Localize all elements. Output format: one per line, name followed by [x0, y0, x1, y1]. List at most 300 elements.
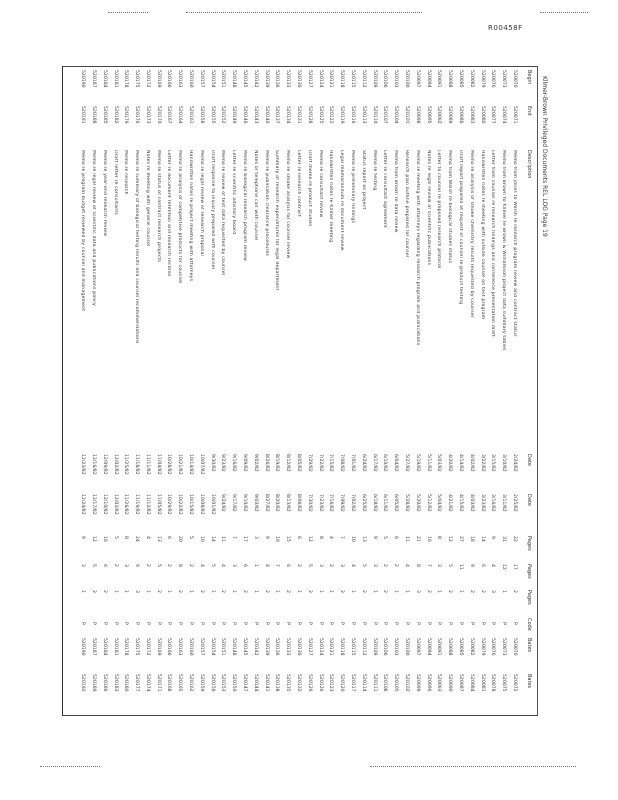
cell-code: 520113	[360, 106, 366, 124]
cell-s1: 520070	[512, 638, 517, 656]
cell-p3: 2	[101, 590, 107, 593]
cell-mk: P	[220, 622, 226, 625]
cell-p2: 5	[306, 564, 312, 567]
cell-date: 8/12/82	[285, 454, 291, 472]
cell-id: 520100	[404, 70, 410, 88]
cell-date: 12/16/82	[90, 454, 96, 475]
cell-p2: 6	[101, 564, 107, 567]
cell-p3: 1	[166, 590, 172, 593]
cell-p2: 4	[220, 564, 226, 567]
cell-s2: 520132	[296, 674, 302, 692]
table-row	[270, 66, 281, 714]
cell-date: 9/16/82	[231, 454, 237, 472]
cell-mk: P	[490, 622, 496, 625]
cell-d2: 11/26/82	[123, 494, 129, 515]
cell-p3: 1	[317, 590, 323, 593]
cell-desc: Summary of research expenditures for legal department	[274, 150, 280, 291]
cell-mk: P	[296, 622, 302, 625]
cell-mk: P	[123, 622, 129, 625]
cell-s1: 520190	[80, 638, 86, 656]
cell-date: 7/08/82	[339, 454, 345, 472]
cell-d2: 10/15/82	[188, 494, 194, 515]
cell-code: 520116	[350, 106, 356, 124]
cell-date: 11/04/82	[155, 454, 161, 475]
cell-p2: 2	[382, 564, 388, 567]
cell-s2: 520072	[512, 674, 517, 692]
cell-mk: P	[404, 622, 410, 625]
cell-id: 520133	[285, 70, 291, 88]
cell-s1: 520181	[112, 638, 118, 656]
cell-pg: 4	[328, 536, 334, 539]
cell-mk: P	[414, 622, 420, 625]
cell-p2: 17	[512, 564, 517, 570]
cell-date: 10/28/82	[166, 454, 172, 475]
cell-desc: Research plan outline prepared for counsel	[404, 150, 410, 258]
cell-mk: P	[479, 622, 485, 625]
cell-p3: 1	[350, 590, 356, 593]
cell-date: 12/02/82	[112, 454, 118, 475]
cell-pg: 7	[231, 536, 237, 539]
cell-s2: 520123	[328, 674, 334, 692]
cell-p2: 2	[328, 564, 334, 567]
cell-s2: 520162	[188, 674, 194, 692]
cell-p2: 5	[360, 564, 366, 567]
table-row	[496, 66, 507, 714]
cell-s1: 520115	[350, 638, 356, 656]
cell-p2: 9	[468, 564, 474, 567]
cell-s1: 520148	[231, 638, 237, 656]
cell-code: 520188	[90, 106, 96, 124]
cell-d2: 7/02/82	[350, 494, 356, 512]
cell-code: 520125	[317, 106, 323, 124]
cell-desc: Memo from Brown re data review	[393, 150, 399, 233]
cell-date: 11/11/82	[144, 454, 150, 475]
cell-mk: P	[393, 622, 399, 625]
table-row	[432, 66, 443, 714]
cell-code: 520182	[112, 106, 118, 124]
cell-s1: 520145	[242, 638, 248, 656]
scan-dots	[186, 12, 422, 13]
cell-desc: Memo re year-end research review	[101, 150, 107, 237]
cell-p2: 5	[209, 564, 215, 567]
cell-pg: 10	[198, 536, 204, 542]
cell-p3: 1	[112, 590, 118, 593]
cell-d2: 7/23/82	[317, 494, 323, 512]
cell-date: 6/10/82	[382, 454, 388, 472]
cell-code: 520140	[263, 106, 269, 124]
cell-d2: 10/01/82	[209, 494, 215, 515]
cell-pg: 13	[155, 536, 161, 542]
cell-id: 520160	[188, 70, 194, 88]
cell-code: 520146	[242, 106, 248, 124]
cell-s2: 520159	[198, 674, 204, 692]
cell-desc: Notes of telephone call with counsel	[252, 150, 258, 241]
table-row	[97, 66, 108, 714]
cell-p2: 3	[371, 564, 377, 567]
cell-d2: 3/11/82	[501, 494, 507, 512]
cell-mk: P	[339, 622, 345, 625]
cell-p3: 3	[134, 590, 140, 593]
cell-desc: Letter re consultant agreement	[382, 150, 388, 228]
cell-date: 12/23/82	[80, 454, 86, 475]
table-row	[173, 66, 184, 714]
table-row	[453, 66, 464, 714]
cell-id: 520184	[101, 70, 107, 88]
scan-dots	[540, 12, 588, 13]
cell-p3: 2	[382, 590, 388, 593]
cell-desc: Letter re document retention and research records	[166, 150, 172, 277]
cell-d2: 6/11/82	[382, 494, 388, 512]
cell-p3: 3	[414, 590, 420, 593]
cell-s1: 520166	[166, 638, 172, 656]
cell-id: 520091	[436, 70, 442, 88]
cell-s1: 520139	[263, 638, 269, 656]
cell-p2: 4	[490, 564, 496, 567]
cell-mk: P	[231, 622, 237, 625]
cell-d2: 6/25/82	[360, 494, 366, 512]
cell-s1: 520097	[414, 638, 420, 656]
cell-desc: Memo re analysis of competitive products for counsel	[177, 150, 183, 284]
cell-date: 3/15/82	[490, 454, 496, 472]
cell-d2: 5/20/82	[414, 494, 420, 512]
cell-pg: 6	[166, 536, 172, 539]
scan-dots	[40, 766, 100, 767]
table-row	[151, 66, 162, 714]
table-row	[324, 66, 335, 714]
cell-pg: 14	[479, 536, 485, 542]
cell-s1: 520172	[144, 638, 150, 656]
cell-code: 520095	[425, 106, 431, 124]
cell-s1: 520169	[155, 638, 161, 656]
cell-date: 4/14/82	[458, 454, 464, 472]
table-row	[367, 66, 378, 714]
cell-desc: Memo re meeting with attorneys regarding research program and publications	[414, 150, 420, 346]
cell-date: 9/09/82	[242, 454, 248, 472]
cell-mk: P	[209, 622, 215, 625]
cell-p2: 7	[425, 564, 431, 567]
cell-s1: 520085	[458, 638, 464, 656]
cell-mk: P	[501, 622, 507, 625]
cell-s2: 520084	[468, 674, 474, 692]
column-header: Pages	[526, 536, 532, 551]
cell-code: 520173	[144, 106, 150, 124]
cell-s2: 520126	[317, 674, 323, 692]
cell-s2: 520177	[134, 674, 140, 692]
cell-p3: 2	[512, 590, 517, 593]
cell-pg: 16	[425, 536, 431, 542]
cell-s2: 520174	[144, 674, 150, 692]
cell-date: 4/02/82	[468, 454, 474, 472]
cell-date: 12/09/82	[101, 454, 107, 475]
cell-d2: 8/06/82	[296, 494, 302, 512]
cell-p3: 2	[285, 590, 291, 593]
cell-s2: 520183	[112, 674, 118, 692]
cell-code: 520152	[220, 106, 226, 124]
cell-d2: 9/24/82	[220, 494, 226, 512]
cell-desc: Memo re legal review of research proposal	[198, 150, 204, 256]
cell-date: 3/22/82	[479, 454, 485, 472]
cell-pg: 24	[134, 536, 140, 542]
cell-date: 11/25/82	[123, 454, 129, 475]
table-row	[75, 66, 86, 714]
cell-s2: 520156	[209, 674, 215, 692]
cell-p3: 2	[479, 590, 485, 593]
cell-s1: 520109	[371, 638, 377, 656]
cell-date: 6/04/82	[393, 454, 399, 472]
cell-desc: Legal memorandum re document review	[339, 150, 345, 251]
cell-pg: 12	[306, 536, 312, 542]
cell-s1: 520094	[425, 638, 431, 656]
cell-p3: 2	[90, 590, 96, 593]
cell-id: 520103	[393, 70, 399, 88]
cell-d2: 7/09/82	[339, 494, 345, 512]
cell-desc: Letter to counsel re proposed research protocol	[436, 150, 442, 269]
cell-pg: 12	[90, 536, 96, 542]
cell-mk: P	[155, 622, 161, 625]
cell-id: 520076	[490, 70, 496, 88]
cell-desc: Letter re research contract	[296, 150, 302, 217]
cell-d2: 10/29/82	[166, 494, 172, 515]
cell-code: 520134	[285, 106, 291, 124]
cell-mk: P	[371, 622, 377, 625]
cell-p2: 6	[242, 564, 248, 567]
cell-s1: 520076	[490, 638, 496, 656]
table-row	[410, 66, 421, 714]
column-header: Date	[526, 454, 532, 466]
cell-mk: P	[512, 622, 517, 625]
cell-d2: 9/17/82	[231, 494, 237, 512]
table-row	[194, 66, 205, 714]
cell-code: 520086	[458, 106, 464, 124]
cell-mk: P	[242, 622, 248, 625]
cell-s1: 520073	[501, 638, 507, 656]
cell-pg: 10	[350, 536, 356, 542]
cell-mk: P	[263, 622, 269, 625]
table-row	[108, 66, 119, 714]
cell-s2: 520150	[231, 674, 237, 692]
cell-desc: Draft response to inquiry prepared with counsel	[209, 150, 215, 270]
cell-s2: 520087	[458, 674, 464, 692]
document-page	[60, 60, 548, 716]
cell-s2: 520096	[425, 674, 431, 692]
cell-code: 520071	[512, 106, 517, 124]
cell-id: 520187	[90, 70, 96, 88]
cell-mk: P	[101, 622, 107, 625]
table-header	[520, 66, 534, 714]
cell-p2: 4	[404, 564, 410, 567]
cell-p2: 4	[350, 564, 356, 567]
rotated-table	[60, 66, 548, 714]
cell-date: 5/19/82	[414, 454, 420, 472]
table-row	[475, 66, 486, 714]
cell-d2: 12/24/82	[80, 494, 86, 515]
cell-p3: 2	[242, 590, 248, 593]
table-row	[507, 66, 518, 714]
cell-desc: Memo re status of contract research projects	[155, 150, 161, 263]
cell-mk: P	[382, 622, 388, 625]
table-row	[486, 66, 497, 714]
cell-pg: 9	[263, 536, 269, 539]
cell-pg: 4	[144, 536, 150, 539]
table-body	[75, 66, 518, 714]
cell-id: 520124	[317, 70, 323, 88]
cell-p3: 1	[371, 590, 377, 593]
cell-desc: Memo from Brown to Kllmer re Brown & Williamson project data summary tables	[501, 150, 507, 351]
cell-date: 5/11/82	[425, 454, 431, 472]
cell-p3: 1	[123, 590, 129, 593]
cell-code: 520083	[468, 106, 474, 124]
cell-code: 520122	[328, 106, 334, 124]
column-header: Pages	[526, 590, 532, 605]
cell-p3: 1	[144, 590, 150, 593]
cell-mk: P	[436, 622, 442, 625]
cell-desc: Memo re consultant review	[317, 150, 323, 218]
cell-p2: 2	[296, 564, 302, 567]
cell-mk: P	[274, 622, 280, 625]
cell-p2: 6	[285, 564, 291, 567]
table-row	[345, 66, 356, 714]
cell-s1: 520136	[274, 638, 280, 656]
cell-pg: 5	[112, 536, 118, 539]
cell-id: 520151	[220, 70, 226, 88]
cell-pg: 8	[123, 536, 129, 539]
cell-desc: Memo from Jones to Walsh re research program review and contract status	[512, 150, 517, 337]
cell-desc: Status report on project	[360, 150, 366, 210]
cell-p3: 2	[198, 590, 204, 593]
bates-number: R00458F	[488, 24, 523, 32]
cell-d2: 4/15/82	[458, 494, 464, 512]
cell-date: 8/05/82	[296, 454, 302, 472]
cell-p3: 1	[296, 590, 302, 593]
cell-code: 520137	[274, 106, 280, 124]
cell-p2: 2	[188, 564, 194, 567]
cell-date: 7/22/82	[317, 454, 323, 472]
cell-id: 520157	[198, 70, 204, 88]
column-header: Begin	[526, 70, 532, 85]
cell-pg: 15	[285, 536, 291, 542]
cell-desc: Memo re smoke analysis for counsel review	[285, 150, 291, 259]
column-header: Bates	[526, 674, 532, 689]
cell-p2: 7	[274, 564, 280, 567]
cell-code: 520080	[479, 106, 485, 124]
cell-s2: 520108	[382, 674, 388, 692]
cell-s2: 520129	[306, 674, 312, 692]
cell-id: 520109	[371, 70, 377, 88]
cell-desc: Memo from Walsh re biological studies status	[447, 150, 453, 264]
cell-p3: 1	[404, 590, 410, 593]
cell-d2: 9/03/82	[252, 494, 258, 512]
cell-s2: 520105	[393, 674, 399, 692]
scan-dots	[370, 766, 576, 767]
cell-mk: P	[112, 622, 118, 625]
cell-p2: 8	[414, 564, 420, 567]
cell-s1: 520121	[328, 638, 334, 656]
table-row	[162, 66, 173, 714]
cell-id: 520118	[339, 70, 345, 88]
cell-d2: 7/16/82	[328, 494, 334, 512]
cell-id: 520097	[414, 70, 420, 88]
cell-d2: 4/21/82	[447, 494, 453, 512]
cell-p2: 3	[436, 564, 442, 567]
cell-p2: 12	[501, 564, 507, 570]
cell-p2: 3	[317, 564, 323, 567]
cell-s2: 520078	[490, 674, 496, 692]
cell-p2: 5	[90, 564, 96, 567]
cell-s2: 520114	[360, 674, 366, 692]
cell-mk: P	[80, 622, 86, 625]
cell-pg: 31	[501, 536, 507, 542]
cell-p2: 6	[479, 564, 485, 567]
cell-p3: 2	[177, 590, 183, 593]
cell-date: 11/18/82	[134, 454, 140, 475]
cell-id: 520073	[501, 70, 507, 88]
cell-desc: Memo re preliminary findings	[350, 150, 356, 224]
cell-p3: 1	[252, 590, 258, 593]
cell-date: 2/24/82	[512, 454, 517, 472]
cell-s1: 520100	[404, 638, 410, 656]
cell-id: 520166	[166, 70, 172, 88]
cell-s2: 520147	[242, 674, 248, 692]
cell-pg: 12	[447, 536, 453, 542]
cell-d2: 6/05/82	[393, 494, 399, 512]
cell-mk: P	[144, 622, 150, 625]
cell-id: 520154	[209, 70, 215, 88]
cell-d2: 11/05/82	[155, 494, 161, 515]
cell-pg: 5	[382, 536, 388, 539]
cell-d2: 3/23/82	[479, 494, 485, 512]
cell-code: 520107	[382, 106, 388, 124]
table-row	[86, 66, 97, 714]
cell-code: 520155	[209, 106, 215, 124]
cell-id: 520085	[458, 70, 464, 88]
cell-desc: Draft memo re product studies	[306, 150, 312, 227]
table-row	[356, 66, 367, 714]
cell-code: 520104	[393, 106, 399, 124]
cell-s1: 520079	[479, 638, 485, 656]
cell-id: 520172	[144, 70, 150, 88]
cell-d2: 10/22/82	[177, 494, 183, 515]
cell-mk: P	[188, 622, 194, 625]
cell-desc: Memo re publication clearance procedures	[263, 150, 269, 257]
cell-p2: 8	[177, 564, 183, 567]
cell-p2: 3	[231, 564, 237, 567]
cell-pg: 11	[220, 536, 226, 542]
cell-p2: 2	[144, 564, 150, 567]
cell-mk: P	[252, 622, 258, 625]
cell-code: 520101	[404, 106, 410, 124]
cell-p3: 2	[425, 590, 431, 593]
column-header: Date	[526, 494, 532, 506]
cell-s1: 520160	[188, 638, 194, 656]
cell-s1: 520130	[296, 638, 302, 656]
cell-s1: 520088	[447, 638, 453, 656]
cell-desc: Handwritten notes re Kllmer meeting	[328, 150, 334, 243]
cell-id: 520115	[350, 70, 356, 88]
cell-desc: Notes re meeting with general counsel	[144, 150, 150, 247]
column-header: End	[526, 106, 532, 116]
cell-d2: 11/19/82	[134, 494, 140, 515]
cell-p2: 4	[198, 564, 204, 567]
cell-s1: 520118	[339, 638, 345, 656]
cell-d2: 4/03/82	[468, 494, 474, 512]
cell-date: 7/15/82	[328, 454, 334, 472]
cell-p3: 2	[447, 590, 453, 593]
cell-s2: 520102	[404, 674, 410, 692]
cell-s2: 520141	[263, 674, 269, 692]
cell-code: 520164	[177, 106, 183, 124]
cell-pg: 6	[393, 536, 399, 539]
cell-code: 520131	[296, 106, 302, 124]
